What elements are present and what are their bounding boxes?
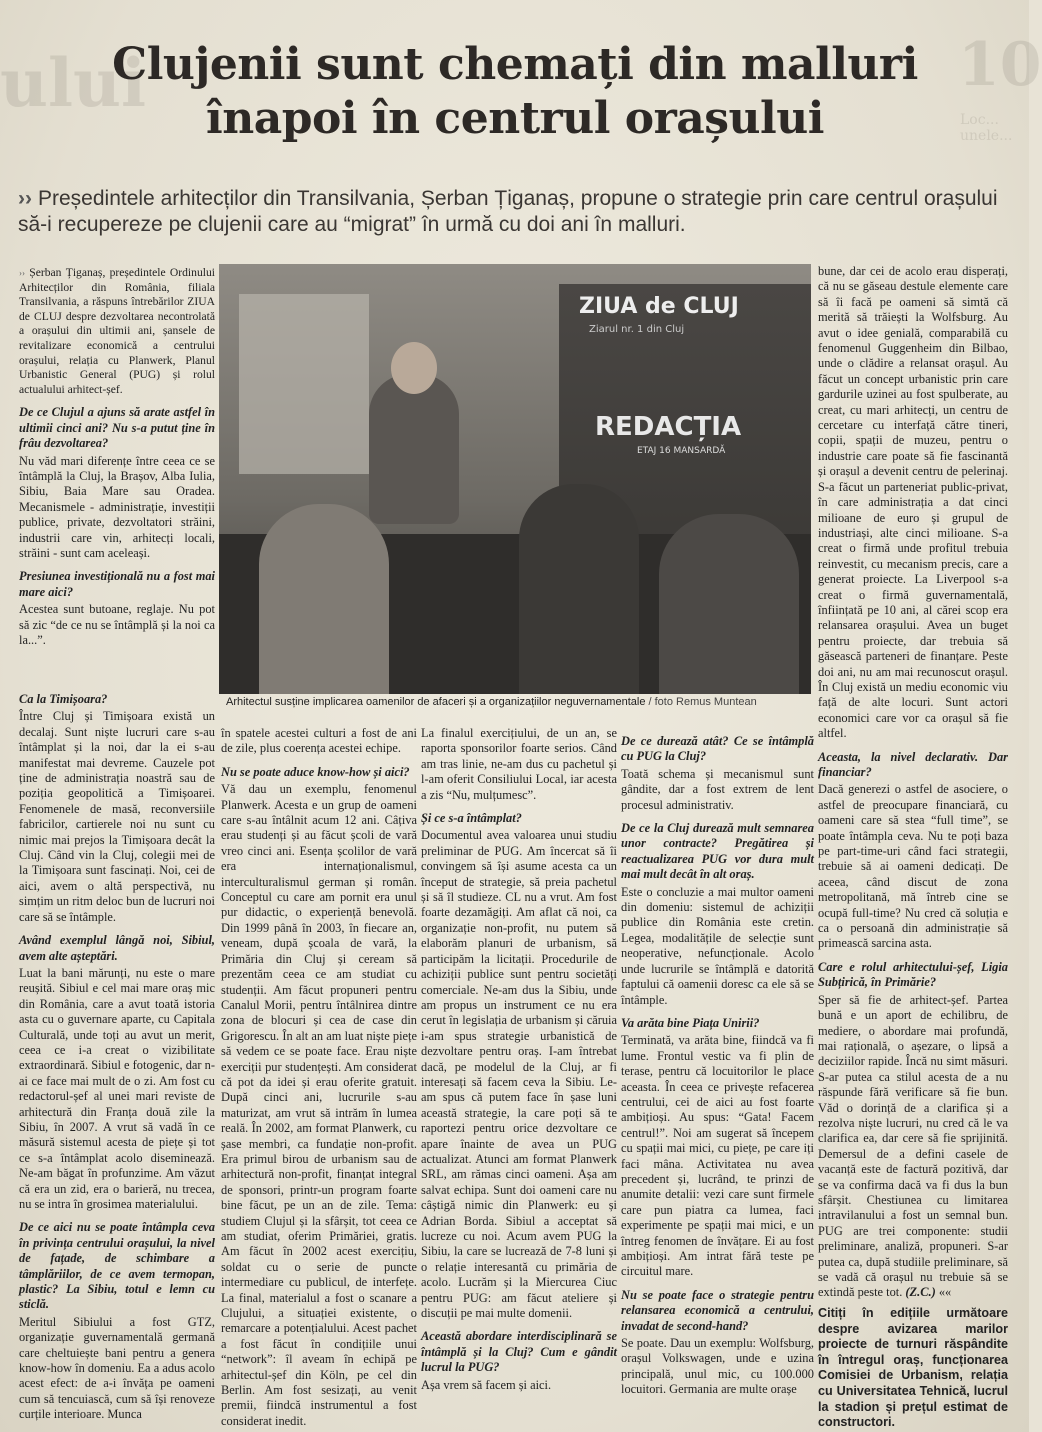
interview-question: Presiunea investițională nu a fost mai mare aici? [19, 569, 215, 599]
answer-paragraph: Acestea sunt butoane, reglaje. Nu pot să zic “de ce nu se întâmplă și la noi ca la...”. [19, 602, 215, 648]
article-lead [18, 186, 1008, 238]
answer-paragraph: La finalul exercițiului, de un an, se raporta sponsorilor foarte serios. Când am tras linie, ne-am dus cu pachetul și l-am oferit Consiliului Local, iar acesta a zis “Nu, mulțumesc”. [421, 726, 617, 802]
end-arrow-icon: «« [938, 1285, 952, 1300]
interview-question: Având exemplul lângă noi, Sibiul, avem alte așteptări. [19, 933, 215, 963]
interview-question: Nu se poate aduce know-how și aici? [221, 764, 410, 779]
interview-question: De ce durează atât? Ce se întâmplă cu PUG la Cluj? [621, 734, 814, 764]
answer-paragraph: Este o concluzie a mai multor oameni din domeniu: sistemul de achiziții publice din România este cretin. Legea, modalitățile de selecție sunt neoperative, nefuncționale. Acolo unde lucrurile se întâmplă e datorită faptului că oamenii doresc ca ele să se întâmple. [621, 884, 814, 1007]
interview-question: Va arăta bine Piața Unirii? [621, 1015, 760, 1030]
photo-banner-subtitle: Ziarul nr. 1 din Cluj [589, 324, 685, 335]
photo-sign: REDACȚIA [595, 412, 742, 442]
lead-text: Președintele arhitecților din Transilvania, Șerban Țiganaș, propune o strategie prin care centrul orașului să-i recupereze pe clujenii care au “migrat” în urmă cu doi ani în malluri. [18, 187, 998, 236]
photo-listener-1 [259, 504, 389, 694]
column-5 [818, 264, 1008, 1303]
intro-text: Șerban Țiganaș, președintele Ordinului Arhitecților din România, filiala Transilvania, a răspuns întrebărilor ZIUA de CLUJ despre dezvoltarea necontrolată a orașului din ultimii ani, șansele de revitalizare economică a centrului orașului, relația cu Planwerk, Planul Urbanistic General (PUG) și rolul actualului arhitect-șef. [19, 266, 215, 396]
photo-banner-title: ZIUA de CLUJ [579, 294, 739, 319]
photo-listener-3 [659, 514, 799, 694]
answer-paragraph: Terminată, va arăta bine, fiindcă va fi lume. Frontul vestic va fi plin de terase, pentru că locuitorilor le place aceasta. În ceea ce privește refacerea centrului, cei de aici au fost foarte ambițioși. Au spus: “Gata! Facem centrul!”. Noi am sugerat să începem cu spații mai mici, cu piețe, pe care iți faci mâna. Activitatea nu avea precedent și, lucrând, te prinzi de anumite detalii: vezi care sunt firmele care pun piatra ca lumea, faci experimente pe spații mai mici, e un întreg fenomen de învățare. Ei au fost ambițioși. Am intrat fără teste pe circuitul mare. [621, 1033, 814, 1279]
photo-listener-2 [519, 484, 639, 694]
interview-question: De ce Clujul a ajuns să arate astfel în ultimii cinci ani? Nu s-a putut ține în frâu dezvoltarea? [19, 405, 215, 451]
interview-question: Care e rolul arhitectului-șef, Ligia Subțirică, în Primărie? [818, 959, 1008, 990]
next-editions-teaser: Citiți în edițiile următoare despre avizarea marilor proiecte de turnuri răspândite în întregul oraș, funcționarea Comisiei de Urbanism, relația cu Universitatea Tehnică, lucrul la stadion și prețul estimat de constructori. [818, 1306, 1008, 1430]
interview-question: De ce la Cluj durează mult semnarea unor contracte? Pregătirea și reactualizarea PUG vor dura mult mai mult decât în alt oraș. [621, 821, 814, 882]
answer-paragraph [818, 993, 1008, 1301]
answer-paragraph: Documentul avea valoarea unui studiu preliminar de PUG. Am încercat să îi convingem să își asume acesta ca un început de strategie, să preia pachetul și să îl studieze. CL nu a vrut. Am fost foarte dezamăgiți. Am aflat că noi, ca organizație non-profit, nu putem să elaborăm planuri de urbanism, să participăm la licitații. Procedurile de achiziții publice sunt pentru societăți comerciale. Ne-am dus la Sibiu, unde am propus un instrument ce nu era cerut în legislația de urbanism și căruia i-am spus strategie urbanistică de dezvoltare pentru oraș. I-am întrebat dacă, pe modelul de la Cluj, ar fi interesați să facem ceva la Sibiu. Le-am spus că putem face în șase luni această strategie, la care poți să te raportezi pentru orice dezvoltare ce apare înainte de avea un PUG actualizat. Atunci am format Planwerk SRL, am rămas cinci oameni. Așa am salvat echipa. Sunt doi oameni care nu câștigă nimic din Planwerk: eu și Adrian Borda. Sibiul a acceptat să lucreze cu noi. Acum avem PUG la Sibiu, la care se lucrează de 7-8 luni și o relație interesantă cu primăria de acolo. Lucrăm și la Miercurea Ciuc pentru PUG: am făcut ateliere și discuții pe mai multe domenii. [421, 828, 617, 1321]
caption-credit: / foto Remus Muntean [648, 696, 757, 708]
article-intro [19, 266, 215, 397]
photo-speaker-head [391, 342, 437, 394]
headline-line-2: înapoi în centrul orașului [206, 93, 824, 144]
interview-question: Această abordare interdisciplinară se întâmplă și la Cluj? Cum e gândit lucrul la PUG? [421, 1329, 617, 1375]
answer-paragraph: Se poate. Dau un exemplu: Wolfsburg, orașul Volkswagen, unde e uzina principală, unul mic, cu 100.000 locuitori. Germania are multe orașe [621, 1336, 814, 1397]
photo-window [239, 294, 369, 474]
photo-caption [226, 696, 810, 709]
interview-question: De ce aici nu se poate întâmpla ceva în privința centrului orașului, la nivel de fațade, de schimbare a tâmplăriilor, de ce avem termopan, plastic? La Sibiu, totul e lemn cu sticlă. [19, 1220, 215, 1312]
answer-paragraph: Așa vrem să facem și aici. [421, 1377, 552, 1392]
photo-speaker-body [369, 374, 459, 524]
interview-question: Aceasta, la nivel declarativ. Dar financiar? [818, 749, 1008, 779]
author-signature: (Z.C.) [905, 1285, 936, 1300]
interview-question: Nu se poate face o strategie pentru relansarea economică a centrului, invadat de second-hand? [621, 1287, 814, 1333]
answer-paragraph: Nu văd mari diferențe între ceea ce se întâmplă la Cluj, la Brașov, Alba Iulia, Sibiu, Baia Mare sau Oradea. Mecanismele - administrație, investiții publice, private, dezvoltatori străini, industrii care vin, arhitecți locali, străini - sunt cam aceleași. [19, 453, 215, 560]
bleed-through-lines: Loc... unele... [960, 112, 1013, 144]
answer-paragraph: Meritul Sibiului a fost GTZ, organizație guvernamentală germană care cheltuiește bani pentru a genera know-how în domeniu. Ea a adus acolo acest efect: de a-i învăța pe oameni cum să tencuiască, cum să își renoveze curțile interioare. Munca [19, 1314, 215, 1422]
double-arrow-icon: ›› [18, 187, 32, 210]
photo-sign-subtitle: ETAJ 16 MANSARDĂ [637, 446, 726, 456]
column-3 [421, 726, 617, 1395]
interview-question: Și ce s-a întâmplat? [421, 811, 522, 826]
answer-paragraph: Dacă generezi o astfel de asociere, o astfel de preocupare financiară, cu oameni care să stea “full time”, se poate întâmpla ceva. Nu te poți baza pe part-time-uri când faci strategii, trebuie să ai oameni dedicați. De aceea, când discut de zona metropolitană, mă întreb cine se ocupă full-time? Nu cred că soluția e ca o persoană din administrație să primească sarcina asta. [818, 782, 1008, 951]
answer-text: Sper să fie de arhitect-șef. Partea bună e un aport de echilibru, de mediere, o abordare mai profundă, mai rațională, o așezare, o lipsă a deciziilor rapide. Încă nu simt măsuri. S-ar putea ca stilul acesta de a nu răspunde fără verificare să fie bun. Văd o dorință de a clarifica și a rezolva niște lucruri, nu cred că le va clarifica ea, dar cere să fie sprijinită. Demersul de a defini casele de vacanță este de factură pozitivă, dar se va confirma dacă va fi dus la bun sfârșit. Chestiunea cu limitarea intravilanului a fost un semnal bun. PUG are trei componente: studii preliminare, analiză, propuneri. S-ar putea ca, după studiile preliminare, să se vadă că orașul nu trebuie să se extindă peste tot. [818, 992, 1008, 1300]
bleed-through-text-left: ului [0, 44, 147, 122]
double-arrow-icon: ›› [19, 268, 25, 278]
answer-paragraph: Luat la bani mărunți, nu este o mare reușită. Sibiul e cel mai mare oraș mic din România, care a avut toată istoria asta cu o guvernare aparte, cu Capitala Culturală, unde toți au avut un merit, ceea ce i-a creat o vizibilitate extraordinară. Sibiul e fotogenic, dar n-ai ce face mai mult de o zi. Am fost cu redactorul-șef al unei mari reviste de arhitectură din Franța două zile la Sibiu, în 2007. A vrut să vadă în ce măsură sistemul acesta de piețe și tot ce s-a întâmplat acolo diseminează. Ne-am băgat în profunzime. Am văzut că era un zid, era o barieră, nu trecea, nu se intra în grosimea materialului. [19, 965, 215, 1211]
interview-question: Ca la Timișoara? [19, 692, 108, 706]
column-2 [221, 726, 417, 1431]
caption-text: Arhitectul susține implicarea oamenilor de afaceri și a organizațiilor neguvernamentale [226, 696, 646, 708]
answer-paragraph: bune, dar cei de acolo erau disperați, că nu se găseau destule elemente care să îi facă pe oameni să simtă că merită să trăiești la Wolfsburg. Au avut o idee genială, comparabilă cu fenomenul Guggenheim din Bilbao, unde o clădire a relansat orașul. Au făcut un concept urbanistic prin care gardurile uzinei au fost spulberate, au creat, cu mari arhitecți, un centru de cercetare cu interfață către tineri, copii, spații de muzeu, pentru o industrie care poate să fie fascinantă și orașul a devenit centru de pelerinaj. S-a făcut un parteneriat public-privat, în care administrația a dat cinci milioane de euro și grupul de industriași, alte cinci milioane. S-a creat o firmă unde profitul trebuia reinvestit, cu mecanism precis, care a generat proiecte. La Liverpool s-a creat o firmă guvernamentală, înființată pe 10 ani, al cărei scop era relansarea orașului. Avea un buget pentru proiecte, dar trebuia să găsească parteneri de finanțare. Peste doi ani, nu am mai recunoscut orașul. În Cluj există un mediu economic viu față de alte locuri. Sunt actori economici care vor ca orașul să fie altfel. [818, 264, 1008, 741]
article-photo [219, 264, 811, 694]
answer-paragraph: Toată schema și mecanismul sunt gândite, dar a fost extrem de lent procesul administrativ. [621, 766, 814, 812]
column-4 [621, 726, 814, 1400]
column-1-top [19, 266, 215, 650]
column-1-bottom [19, 684, 215, 1425]
answer-paragraph: Între Cluj și Timișoara există un decalaj. Sunt niște lucruri care s-au întâmplat și la noi, dar la ei s-au manifestat mai devreme. Cauzele pot ține de administrația noastră sau de poziția geopolitică a Timișoarei. Fenomenele de masă, reconversiile fabricilor, cartierele noi nu sunt cu nimic mai prejos la Timișoara decât la Cluj. Când vin la Cluj, colegii mei de la Timișoara sunt fascinați. Noi, cei de aici, avem o altă perspectivă, nu simțim un ritm deloc bun de lucruri noi care să se întâmple. [19, 709, 215, 924]
answer-paragraph: Vă dau un exemplu, fenomenul Planwerk. Acesta e un grup de oameni care s-au întâlnit acum 12 ani. Câțiva erau studenți și au făcut școli de vară vreo cinci ani. Esența școlilor de vară era internaționalismul, interculturalismul german și român. Conceptul cu care am pornit era unul pur didactic, o experiență benevolă. Din 1999 până în 2003, în fiecare an, veneam, după școala de vară, la Primăria din Cluj și ceream să prezentăm ceea ce am studiat cu studenții. Am făcut propuneri pentru Canalul Morii, pentru întâlnirea dintre zona de blocuri și cea de case din Grigorescu. În alt an am luat niște piețe să vedem ce se poate face. Erau niște exerciții pur studențești. Am considerat că pot da idei și erau oferite gratuit. După cinci ani, lucrurile s-au maturizat, am vrut să intrăm în lumea reală. În 2002, am format Planwerk, cu șase membri, ca fundație non-profit. Era primul birou de urbanism sau de arhitectură non-profit, finanțat integral de sponsori, printr-un program foarte bine făcut, pe un an de zile. Tema: studiem Clujul și la sfârșit, tot ceea ce am studiat, oferim Primăriei, gratis. Am făcut în 2002 acest exercițiu, soldat cu o serie de puncte intermediare cu publicul, de interfețe. La final, materialul a fost o scanare a Clujului, a situației existente, o remarcare a potențialului. Acest pachet a fost făcut în condițiile unui “network”: îl aveam în echipă pe arhitectul-șef din Köln, pe cel din Berlin. Am fost sesizați, au venit premii, fiindcă instrumentul a fost considerat inedit. [221, 782, 417, 1428]
answer-paragraph: în spatele acestei culturi a fost de ani de zile, plus coerența acestei echipe. [221, 726, 417, 756]
headline-line-1: Clujenii sunt chemați din malluri [112, 39, 918, 90]
article-headline [70, 38, 960, 146]
bleed-through-text-right: 10 [958, 30, 1042, 100]
